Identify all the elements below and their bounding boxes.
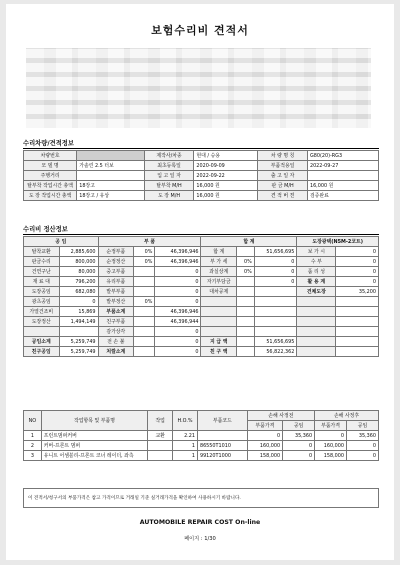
settlement-header: 합 계 xyxy=(201,237,297,247)
settlement-cell: 682,080 xyxy=(59,287,98,297)
field-label: 도 장 M/H xyxy=(144,191,194,201)
settlement-cell: 재 료 대 xyxy=(24,277,60,287)
field-label: 판 금 M/H xyxy=(258,181,308,191)
settlement-cell xyxy=(201,327,237,337)
parts-header: 부품코드 xyxy=(197,411,247,431)
parts-cell: 160,000 xyxy=(315,441,347,451)
parts-header: 작업 xyxy=(148,411,173,431)
settlement-cell xyxy=(336,347,379,357)
settlement-cell: 0 xyxy=(155,287,201,297)
settlement-cell: 80,000 xyxy=(59,267,98,277)
parts-header: 손해 사정후 xyxy=(315,411,379,421)
settlement-cell: 합 계 xyxy=(201,247,237,257)
settlement-cell xyxy=(201,317,237,327)
settlement-cell xyxy=(24,327,60,337)
settlement-cell xyxy=(201,307,237,317)
settlement-cell: 0% xyxy=(236,267,254,277)
settlement-cell: 0% xyxy=(134,247,155,257)
settlement-cell xyxy=(134,337,155,347)
settlement-cell: 0 xyxy=(254,257,297,267)
settlement-cell: 0 xyxy=(155,297,201,307)
field-label: 최초등록일 xyxy=(144,161,194,171)
settlement-cell xyxy=(59,327,98,337)
settlement-table xyxy=(23,236,379,357)
field-label: 제작사/차종 xyxy=(144,151,194,161)
field-value: 검증완료 xyxy=(307,191,378,201)
field-value: 현대 / 승용 xyxy=(194,151,258,161)
parts-cell: 0 xyxy=(283,451,315,461)
settlement-cell: 탈착교환 xyxy=(24,247,60,257)
settlement-cell xyxy=(236,287,254,297)
settlement-cell: 0 xyxy=(155,347,201,357)
settlement-cell: 품 리 성 xyxy=(297,267,336,277)
field-label: 탈부착 작업시간 총액 xyxy=(24,181,77,191)
section-settlement-heading: 수리비 정산정보 xyxy=(23,224,379,235)
footer-title: AUTOMOBILE REPAIR COST On-line xyxy=(139,519,261,526)
settlement-cell: 활 용 계 xyxy=(297,277,336,287)
parts-cell xyxy=(148,451,173,461)
settlement-cell: 46,396,944 xyxy=(155,317,201,327)
settlement-cell: 지 급 액 xyxy=(201,337,237,347)
settlement-row xyxy=(24,327,379,337)
settlement-cell: 15,869 xyxy=(59,307,98,317)
parts-header-row xyxy=(24,411,379,421)
field-label: 차 량 명 칭 xyxy=(258,151,308,161)
settlement-cell xyxy=(236,337,254,347)
field-label: 도 장 작업시간 총액 xyxy=(24,191,77,201)
field-label: 견 적 버 젼 xyxy=(258,191,308,201)
page-number: 페이지 : 1/30 xyxy=(184,536,216,542)
parts-cell: 커버-프론트 범퍼 xyxy=(41,441,148,451)
settlement-cell xyxy=(236,307,254,317)
settlement-cell xyxy=(297,297,336,307)
settlement-cell: 건연구난 xyxy=(24,267,60,277)
settlement-cell: 46,396,946 xyxy=(155,257,201,267)
field-label: 부품적용일 xyxy=(258,161,308,171)
parts-cell: 86550T1010 xyxy=(197,441,247,451)
settlement-cell xyxy=(236,327,254,337)
settlement-cell: 발부정산 xyxy=(98,297,134,307)
settlement-header: 도장광택(N5M-2코트) xyxy=(297,237,379,247)
parts-cell: 1 xyxy=(173,451,198,461)
parts-header: 손해 사정전 xyxy=(247,411,314,421)
settlement-cell xyxy=(134,277,155,287)
parts-subheader: 부품가격 xyxy=(315,421,347,431)
settlement-cell xyxy=(336,307,379,317)
settlement-header: 공 임 xyxy=(24,237,99,247)
section-vehicle-heading: 수리차량/견적정보 xyxy=(23,138,379,149)
settlement-cell: 처깔소계 xyxy=(98,347,134,357)
settlement-cell: 친구부품 xyxy=(98,317,134,327)
parts-row xyxy=(24,431,379,441)
parts-subheader: 공임 xyxy=(283,421,315,431)
settlement-cell: 판금수리 xyxy=(24,257,60,267)
field-label: 차량번호 xyxy=(24,151,77,161)
settlement-cell xyxy=(297,337,336,347)
settlement-cell: 796,200 xyxy=(59,277,98,287)
settlement-cell xyxy=(236,277,254,287)
parts-cell: 유니트 어셈블리-프론트 코너 레이더, 좌측 xyxy=(41,451,148,461)
parts-cell: 158,000 xyxy=(315,451,347,461)
settlement-cell: 부품소계 xyxy=(98,307,134,317)
settlement-cell: 51,656,695 xyxy=(254,337,297,347)
settlement-cell xyxy=(134,307,155,317)
settlement-cell: 5,259,749 xyxy=(59,337,98,347)
settlement-cell: 0 xyxy=(155,267,201,277)
settlement-cell: 0 xyxy=(155,327,201,337)
field-value: 18장고 xyxy=(77,181,144,191)
field-value: 16,000 원 xyxy=(194,191,258,201)
settlement-cell xyxy=(254,287,297,297)
settlement-cell: 공임소계 xyxy=(24,337,60,347)
settlement-cell xyxy=(236,317,254,327)
field-label: 입 고 일 자 xyxy=(144,171,194,181)
settlement-row xyxy=(24,307,379,317)
field-value: 18장고 / 유상 xyxy=(77,191,144,201)
settlement-cell: 0 xyxy=(254,277,297,287)
settlement-cell: 보 가 시 xyxy=(297,247,336,257)
settlement-cell: 발부부품 xyxy=(98,287,134,297)
parts-cell: 2.21 xyxy=(173,431,198,441)
settlement-cell: 5,259,749 xyxy=(59,347,98,357)
settlement-row xyxy=(24,257,379,267)
parts-cell: 1 xyxy=(24,431,42,441)
settlement-cell: 0% xyxy=(134,257,155,267)
settlement-cell: 46,396,946 xyxy=(155,307,201,317)
parts-cell: 158,000 xyxy=(247,451,283,461)
vehicle-info-row xyxy=(24,161,379,171)
vehicle-info-row xyxy=(24,151,379,161)
document-title: 보험수리비 견적서 xyxy=(151,24,249,37)
settlement-cell: 0% xyxy=(134,297,155,307)
field-value: 2022-09-22 xyxy=(194,171,258,181)
settlement-cell xyxy=(336,337,379,347)
settlement-row xyxy=(24,337,379,347)
field-value: 16,000 원 xyxy=(194,181,258,191)
settlement-row xyxy=(24,287,379,297)
settlement-cell xyxy=(134,317,155,327)
settlement-row xyxy=(24,267,379,277)
settlement-cell: 대차공제 xyxy=(201,287,237,297)
settlement-row xyxy=(24,297,379,307)
field-value xyxy=(77,151,144,161)
parts-cell: 0 xyxy=(283,441,315,451)
field-value: 16,000 원 xyxy=(307,181,378,191)
settlement-cell: 0 xyxy=(336,257,379,267)
settlement-cell: 광츠공임 xyxy=(24,297,60,307)
field-label: 탈부착 M/H xyxy=(144,181,194,191)
parts-row xyxy=(24,441,379,451)
settlement-cell: 견체도장 xyxy=(297,287,336,297)
settlement-row xyxy=(24,317,379,327)
field-label: 모 델 명 xyxy=(24,161,77,171)
settlement-cell: 자기부담금 xyxy=(201,277,237,287)
settlement-cell xyxy=(336,327,379,337)
settlement-cell xyxy=(134,347,155,357)
settlement-cell: 1,494,149 xyxy=(59,317,98,327)
settlement-cell xyxy=(297,347,336,357)
settlement-cell: 56,822,362 xyxy=(254,347,297,357)
settlement-cell: 순정부품 xyxy=(98,247,134,257)
settlement-cell: 0 xyxy=(336,277,379,287)
settlement-cell: 51,656,695 xyxy=(254,247,297,257)
settlement-cell xyxy=(134,287,155,297)
settlement-cell: 0 xyxy=(155,277,201,287)
settlement-cell xyxy=(134,267,155,277)
parts-subheader: 공임 xyxy=(347,421,379,431)
parts-header: H.O.% xyxy=(173,411,198,431)
parts-header: 작업항목 및 부품명 xyxy=(41,411,148,431)
field-value: 가솔린 2.5 터보 xyxy=(77,161,144,171)
settlement-cell xyxy=(201,297,237,307)
parts-row xyxy=(24,451,379,461)
parts-cell: 99120T1000 xyxy=(197,451,247,461)
settlement-cell: 감가상각 xyxy=(98,327,134,337)
vehicle-info-row xyxy=(24,181,379,191)
parts-cell: 160,000 xyxy=(247,441,283,451)
settlement-cell: 0 xyxy=(59,297,98,307)
field-value: 2022-09-27 xyxy=(307,161,378,171)
field-label: 주행거리 xyxy=(24,171,77,181)
settlement-cell xyxy=(254,307,297,317)
settlement-cell: 전 손 불 xyxy=(98,337,134,347)
parts-cell xyxy=(197,431,247,441)
parts-subheader: 부품가격 xyxy=(247,421,283,431)
settlement-row xyxy=(24,277,379,287)
settlement-cell xyxy=(254,317,297,327)
estimate-page xyxy=(6,4,394,560)
parts-cell: 35,360 xyxy=(347,431,379,441)
settlement-cell: 2,885,600 xyxy=(59,247,98,257)
settlement-cell: 친 구 액 xyxy=(201,347,237,357)
settlement-cell xyxy=(254,327,297,337)
settlement-cell: 0 xyxy=(155,337,201,347)
settlement-cell: 0 xyxy=(336,267,379,277)
settlement-cell: 친구공임 xyxy=(24,347,60,357)
field-value xyxy=(77,171,144,181)
settlement-cell xyxy=(254,297,297,307)
parts-header: NO xyxy=(24,411,42,431)
parts-cell: 0 xyxy=(247,431,283,441)
settlement-header: 부 품 xyxy=(98,237,201,247)
vehicle-info-table xyxy=(23,150,379,201)
settlement-cell xyxy=(297,307,336,317)
settlement-cell: 유리부품 xyxy=(98,277,134,287)
settlement-cell xyxy=(134,327,155,337)
settlement-cell: 0 xyxy=(336,247,379,257)
settlement-cell: 중고부품 xyxy=(98,267,134,277)
settlement-cell xyxy=(297,327,336,337)
vehicle-info-row xyxy=(24,171,379,181)
settlement-cell: 과실상계 xyxy=(201,267,237,277)
settlement-cell xyxy=(236,297,254,307)
parts-cell: 2 xyxy=(24,441,42,451)
parts-cell: 1 xyxy=(173,441,198,451)
parts-cell xyxy=(148,441,173,451)
settlement-cell: 수 부 xyxy=(297,257,336,267)
field-value: G80(20)-RG3 xyxy=(307,151,378,161)
settlement-cell: 0% xyxy=(236,257,254,267)
parts-cell: 0 xyxy=(347,441,379,451)
settlement-row xyxy=(24,347,379,357)
notice-text: 이 견적서/청구서의 부품가격은 참고 가격이므로 거래일 기준 실거래가격을 확인하여 사용하시기 바랍니다. xyxy=(23,488,379,508)
settlement-row xyxy=(24,247,379,257)
settlement-cell xyxy=(297,317,336,327)
settlement-cell xyxy=(236,347,254,357)
field-value xyxy=(307,171,378,181)
parts-table xyxy=(23,410,379,461)
field-label: 출 고 일 자 xyxy=(258,171,308,181)
settlement-cell: 가열건조비 xyxy=(24,307,60,317)
field-value: 2020-09-09 xyxy=(194,161,258,171)
settlement-header-row xyxy=(24,237,379,247)
parts-cell: 교환 xyxy=(148,431,173,441)
settlement-cell xyxy=(336,297,379,307)
parts-cell: 0 xyxy=(315,431,347,441)
settlement-cell: 46,396,946 xyxy=(155,247,201,257)
settlement-cell xyxy=(236,247,254,257)
settlement-cell: 800,000 xyxy=(59,257,98,267)
redacted-area xyxy=(26,48,371,128)
settlement-cell: 순정정산 xyxy=(98,257,134,267)
settlement-cell: 도장공임 xyxy=(24,287,60,297)
settlement-cell: 도장정산 xyxy=(24,317,60,327)
settlement-cell: 35,200 xyxy=(336,287,379,297)
settlement-cell: 0 xyxy=(254,267,297,277)
parts-cell: 3 xyxy=(24,451,42,461)
parts-cell: 0 xyxy=(347,451,379,461)
parts-cell: 35,360 xyxy=(283,431,315,441)
settlement-cell xyxy=(336,317,379,327)
settlement-cell: 부 가 세 xyxy=(201,257,237,267)
parts-cell: 프런트범퍼커버 xyxy=(41,431,148,441)
vehicle-info-row xyxy=(24,191,379,201)
